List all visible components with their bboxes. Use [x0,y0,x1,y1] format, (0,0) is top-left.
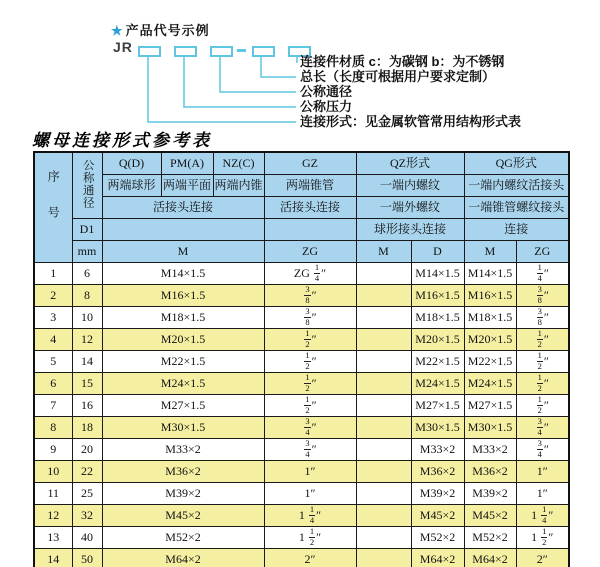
cell-gz: $\frac{1}{2}$ ″ [264,329,356,351]
cell-qz-m [356,549,411,567]
header-seq-text: 序号 [46,170,61,242]
header-unit-qg-m: M [464,241,516,263]
cell-qz-d: M52×2 [411,527,464,549]
cell-qg-m: M30×1.5 [464,417,516,439]
cell-qz-d: M45×2 [411,505,464,527]
cell-qg-zg: $\frac{1}{2}$ ″ [516,351,569,373]
cell-gz: 1 $\frac{1}{4}$ ″ [264,505,356,527]
table-row [34,329,569,351]
cell-qg-m: M24×1.5 [464,373,516,395]
code-dash [237,49,246,52]
cell-qz-d: M18×1.5 [411,307,464,329]
cell-qg-m: M39×2 [464,483,516,505]
cell-seq: 7 [34,395,72,417]
nut-connection-table [33,151,570,567]
cell-gz: $\frac{1}{2}$ ″ [264,395,356,417]
cell-gz: $\frac{3}{8}$ ″ [264,307,356,329]
cell-m: M33×2 [102,439,264,461]
header-unit-qg-zg: ZG [516,241,569,263]
table-row [34,395,569,417]
header-row-5 [34,241,569,263]
cell-qg-zg: $\frac{3}{4}$ ″ [516,417,569,439]
cell-seq: 4 [34,329,72,351]
cell-qz-d: M24×1.5 [411,373,464,395]
cell-qz-d: M22×1.5 [411,351,464,373]
cell-seq: 3 [34,307,72,329]
product-code-prefix: JR [113,39,133,55]
cell-qz-d: M27×1.5 [411,395,464,417]
cell-qg-m: M36×2 [464,461,516,483]
cell-m: M16×1.5 [102,285,264,307]
cell-qg-zg: 1 $\frac{1}{4}$ ″ [516,505,569,527]
header-conn2-qz: 球形接头连接 [356,219,464,241]
cell-qg-m: M64×2 [464,549,516,567]
cell-qg-zg: $\frac{1}{2}$ ″ [516,329,569,351]
cell-mm: 15 [72,373,102,395]
cell-qg-m: M27×1.5 [464,395,516,417]
header-form-nzc: 两端内锥 [213,175,264,197]
cell-qz-d: M64×2 [411,549,464,567]
table-row [34,483,569,505]
cell-gz: $\frac{3}{4}$ ″ [264,439,356,461]
cell-qg-m: M16×1.5 [464,285,516,307]
cell-seq: 5 [34,351,72,373]
cell-gz: 1″ [264,483,356,505]
cell-qz-m [356,483,411,505]
cell-qz-d: M16×1.5 [411,285,464,307]
header-empty-left [102,219,264,241]
table-row [34,285,569,307]
cell-seq: 1 [34,263,72,285]
cell-qz-d: M39×2 [411,483,464,505]
cell-m: M45×2 [102,505,264,527]
table-row [34,307,569,329]
cell-m: M18×1.5 [102,307,264,329]
cell-qg-zg: $\frac{1}{2}$ ″ [516,373,569,395]
header-conn2-qg: 连接 [464,219,569,241]
label-conn-form: 连接形式：见金属软管常用结构形式表 [300,114,522,129]
cell-m: M22×1.5 [102,351,264,373]
header-group-nzc: NZ(C) [213,152,264,175]
header-seq [34,152,72,263]
header-conn-qg: 一端锥管螺纹接头 [464,197,569,219]
cell-qg-zg: 1″ [516,483,569,505]
header-form-pma: 两端平面 [161,175,213,197]
cell-seq: 10 [34,461,72,483]
table-row [34,351,569,373]
code-box-1 [138,46,161,57]
cell-qg-zg: $\frac{3}{8}$ ″ [516,307,569,329]
table-row [34,461,569,483]
header-group-qz: QZ形式 [356,152,464,175]
code-box-4 [252,46,275,57]
header-row-2 [34,175,569,197]
cell-qg-zg: $\frac{3}{4}$ ″ [516,439,569,461]
cell-m: M20×1.5 [102,329,264,351]
header-group-gz: GZ [264,152,356,175]
header-d1: D1 [72,219,102,241]
header-form-qz: 一端内螺纹 [356,175,464,197]
cell-qz-m [356,527,411,549]
table-row [34,549,569,567]
cell-qg-zg: $\frac{1}{4}$ ″ [516,263,569,285]
header-unit-zg: ZG [264,241,356,263]
cell-m: M27×1.5 [102,395,264,417]
cell-m: M52×2 [102,527,264,549]
cell-qz-d: M36×2 [411,461,464,483]
header-dn [72,152,102,219]
cell-m: M64×2 [102,549,264,567]
cell-m: M39×2 [102,483,264,505]
table-row [34,263,569,285]
code-box-3 [210,46,233,57]
header-empty-gz [264,219,356,241]
cell-gz: 1 $\frac{1}{2}$ ″ [264,527,356,549]
header-mm: mm [72,241,102,263]
header-group-qd: Q(D) [102,152,161,175]
cell-mm: 22 [72,461,102,483]
header-group-qg: QG形式 [464,152,569,175]
cell-seq: 14 [34,549,72,567]
header-group-pma: PM(A) [161,152,213,175]
cell-gz: ZG $\frac{1}{4}$ ″ [264,263,356,285]
cell-mm: 50 [72,549,102,567]
code-box-2 [174,46,197,57]
cell-seq: 2 [34,285,72,307]
header-unit-qz-d: D [411,241,464,263]
cell-seq: 12 [34,505,72,527]
cell-m: M36×2 [102,461,264,483]
cell-qz-m [356,307,411,329]
cell-seq: 13 [34,527,72,549]
cell-m: M14×1.5 [102,263,264,285]
cell-qg-m: M33×2 [464,439,516,461]
cell-mm: 25 [72,483,102,505]
cell-qz-d: M14×1.5 [411,263,464,285]
cell-qg-m: M52×2 [464,527,516,549]
cell-seq: 6 [34,373,72,395]
cell-mm: 40 [72,527,102,549]
cell-qz-m [356,461,411,483]
cell-qz-m [356,439,411,461]
cell-qg-m: M20×1.5 [464,329,516,351]
cell-qz-m [356,263,411,285]
cell-gz: $\frac{1}{2}$ ″ [264,373,356,395]
label-material: 连接件材质 c：为碳钢 b：为不锈钢 [300,54,505,69]
cell-qz-m [356,373,411,395]
cell-qz-m [356,285,411,307]
cell-gz: $\frac{3}{4}$ ″ [264,417,356,439]
cell-m: M30×1.5 [102,417,264,439]
star-icon: ★ [111,23,124,38]
header-unit-m: M [102,241,264,263]
cell-qz-m [356,329,411,351]
header-row-4 [34,219,569,241]
cell-gz: $\frac{3}{8}$ ″ [264,285,356,307]
table-row [34,527,569,549]
cell-qz-m [356,505,411,527]
cell-qg-zg: 2″ [516,549,569,567]
table-row [34,417,569,439]
header-form-qg: 一端内螺纹活接头 [464,175,569,197]
label-total-length: 总长（长度可根据用户要求定制） [300,69,496,84]
diagram-heading [111,20,210,39]
cell-qg-zg: 1 $\frac{1}{2}$ ″ [516,527,569,549]
header-row-3 [34,197,569,219]
cell-mm: 14 [72,351,102,373]
table-title: 螺母连接形式参考表 [32,131,212,151]
cell-qg-m: M45×2 [464,505,516,527]
cell-mm: 16 [72,395,102,417]
cell-mm: 18 [72,417,102,439]
cell-mm: 6 [72,263,102,285]
header-conn-qz: 一端外螺纹 [356,197,464,219]
header-unit-qz-m: M [356,241,411,263]
table-row [34,439,569,461]
cell-mm: 12 [72,329,102,351]
cell-mm: 20 [72,439,102,461]
cell-qz-m [356,351,411,373]
cell-qz-m [356,417,411,439]
header-form-gz: 两端锥管 [264,175,356,197]
cell-qz-d: M30×1.5 [411,417,464,439]
table-row [34,373,569,395]
label-nominal-dn: 公称通径 [300,84,353,99]
cell-gz: 1″ [264,461,356,483]
cell-seq: 9 [34,439,72,461]
cell-qg-m: M22×1.5 [464,351,516,373]
label-nominal-press: 公称压力 [300,99,353,114]
header-form-qd: 两端球形 [102,175,161,197]
cell-seq: 8 [34,417,72,439]
cell-mm: 8 [72,285,102,307]
cell-qg-m: M18×1.5 [464,307,516,329]
cell-qg-zg: 1″ [516,461,569,483]
cell-qz-d: M20×1.5 [411,329,464,351]
header-conn-union: 活接头连接 [102,197,264,219]
cell-gz: 2″ [264,549,356,567]
header-dn-text: 公称通径 [81,159,94,209]
cell-mm: 10 [72,307,102,329]
header-row-1 [34,152,569,175]
cell-qz-d: M33×2 [411,439,464,461]
table-row [34,505,569,527]
cell-qg-zg: $\frac{1}{2}$ ″ [516,395,569,417]
diagram-heading-text: 产品代号示例 [125,23,210,38]
cell-seq: 11 [34,483,72,505]
cell-qg-m: M14×1.5 [464,263,516,285]
cell-gz: $\frac{1}{2}$ ″ [264,351,356,373]
cell-qz-m [356,395,411,417]
header-conn-gz: 活接头连接 [264,197,356,219]
cell-qg-zg: $\frac{3}{8}$ ″ [516,285,569,307]
cell-m: M24×1.5 [102,373,264,395]
cell-mm: 32 [72,505,102,527]
